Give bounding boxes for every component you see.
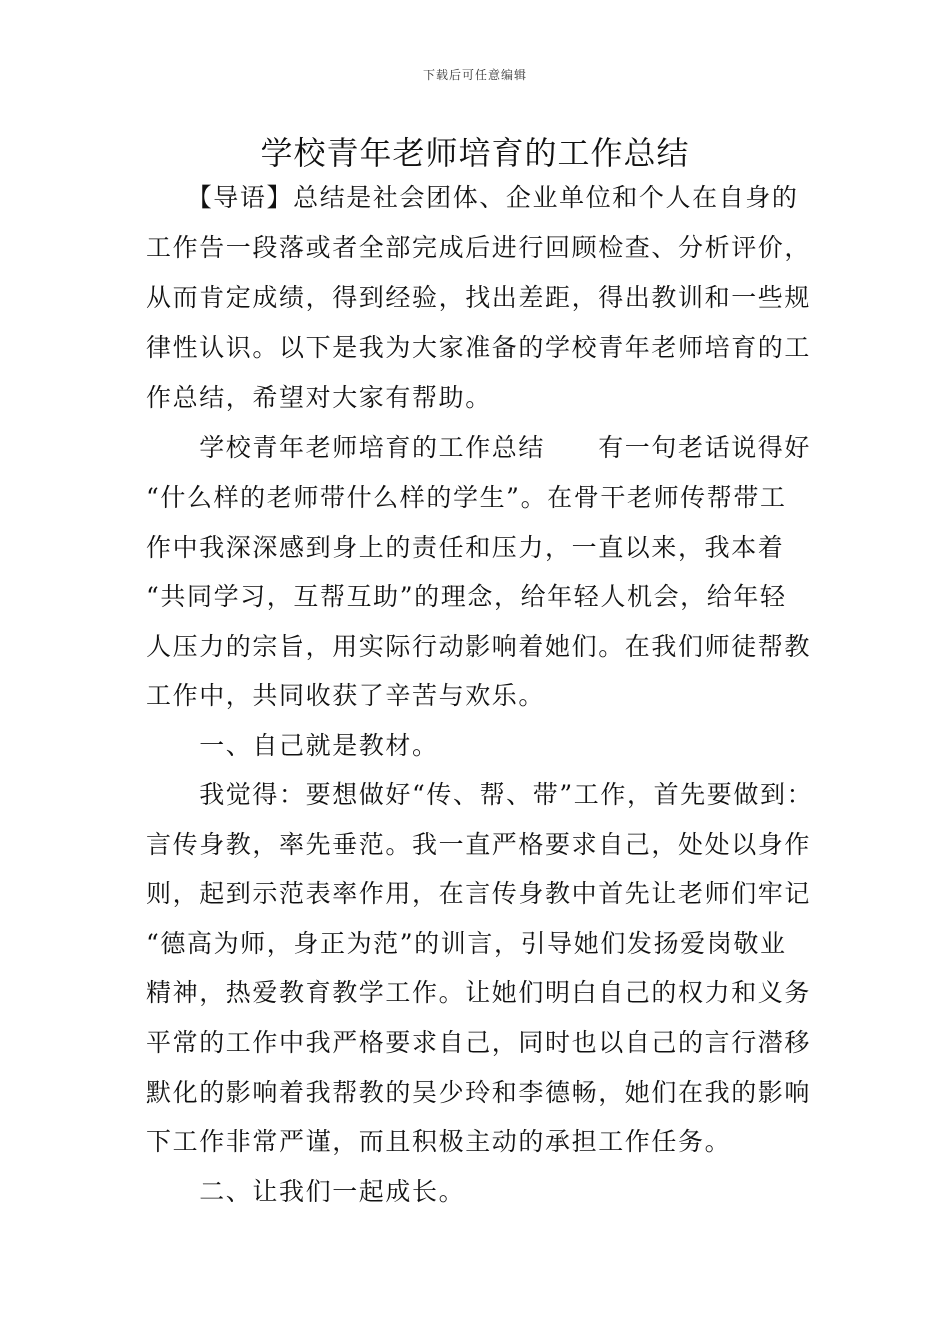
text-line: 学校青年老师培育的工作总结 有一句老话说得好: [146, 433, 812, 462]
text-line: 下工作非常严谨，而且积极主动的承担工作任务。: [146, 1127, 732, 1156]
document-title: 学校青年老师培育的工作总结: [260, 134, 690, 172]
text-line: 二、让我们一起成长。: [146, 1177, 466, 1206]
text-line: 我觉得：要想做好“传、帮、带”工作，首先要做到：: [146, 780, 814, 809]
text-line: 言传身教，率先垂范。我一直严格要求自己，处处以身作: [146, 830, 812, 859]
text-line: 工作中，共同收获了辛苦与欢乐。: [146, 681, 546, 710]
text-line: “共同学习，互帮互助”的理念，给年轻人机会，给年轻: [146, 582, 787, 611]
text-line: 【导语】总结是社会团体、企业单位和个人在自身的: [146, 183, 799, 212]
text-line: 则，起到示范表率作用，在言传身教中首先让老师们牢记: [146, 879, 812, 908]
text-line: “德高为师，身正为范”的训言，引导她们发扬爱岗敬业: [146, 929, 787, 958]
text-line: “什么样的老师带什么样的学生”。在骨干老师传帮带工: [146, 483, 787, 512]
text-line: 一、自己就是教材。: [146, 731, 439, 760]
text-line: 工作告一段落或者全部完成后进行回顾检查、分析评价，: [146, 233, 812, 262]
text-line: 律性认识。以下是我为大家准备的学校青年老师培育的工: [146, 333, 812, 362]
text-line: 从而肯定成绩，得到经验，找出差距，得出教训和一些规: [146, 283, 812, 312]
text-line: 人压力的宗旨，用实际行动影响着她们。在我们师徒帮教: [146, 632, 812, 661]
header-note: 下载后可任意编辑: [422, 68, 527, 82]
text-line: 默化的影响着我帮教的吴少玲和李德畅，她们在我的影响: [146, 1078, 812, 1107]
text-line: 作总结，希望对大家有帮助。: [146, 383, 492, 412]
text-line: 精神，热爱教育教学工作。让她们明白自己的权力和义务: [146, 978, 812, 1007]
text-line: 平常的工作中我严格要求自己，同时也以自己的言行潜移: [146, 1028, 812, 1057]
text-line: 作中我深深感到身上的责任和压力，一直以来，我本着: [146, 533, 785, 562]
